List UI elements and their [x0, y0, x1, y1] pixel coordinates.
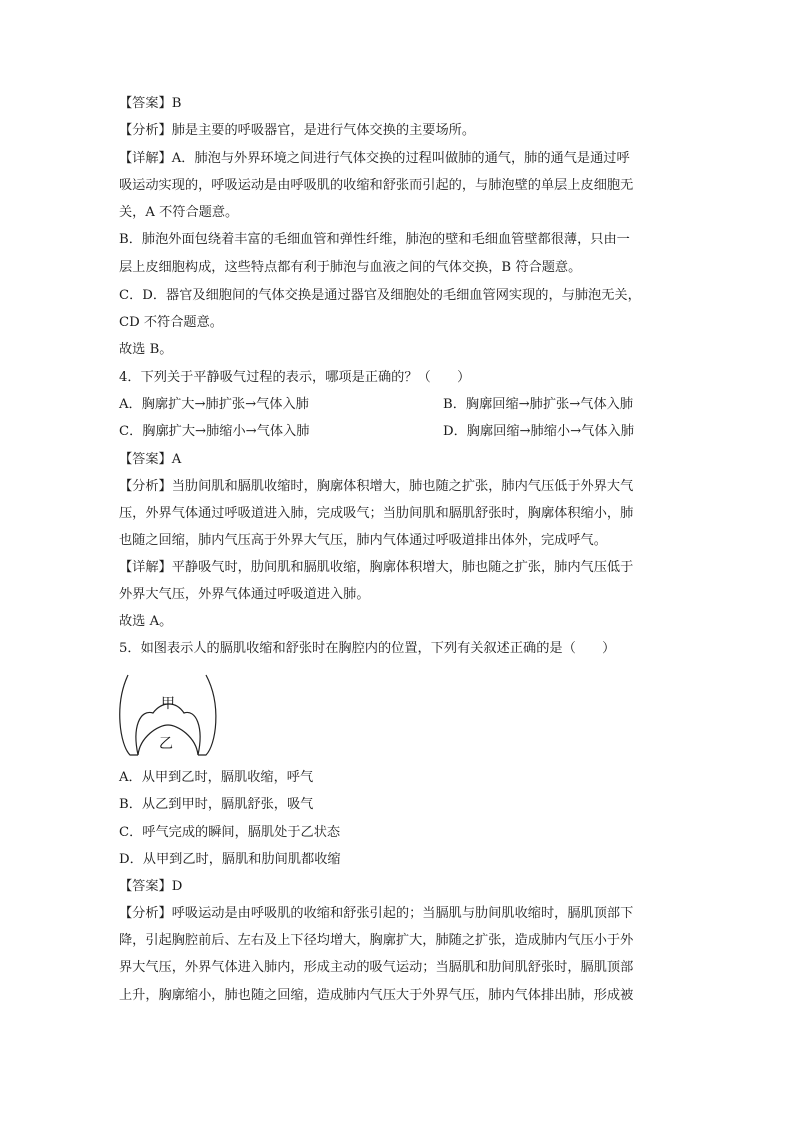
q5-question: 5．如图表示人的膈肌收缩和舒张时在胸腔内的位置，下列有关叙述正确的是（ ） — [119, 641, 616, 656]
q4-analysis-line: 【分析】当肋间肌和膈肌收缩时，胸廓体积增大，肺也随之扩张，肺内气压低于外界大气 — [119, 479, 634, 494]
q3-detail-line: 层上皮细胞构成，这些特点都有利于肺泡与血液之间的气体交换，B 符合题意。 — [119, 260, 582, 275]
chest-outer-outline — [198, 675, 216, 755]
q4-detail-line: 外界大气压，外界气体通过呼吸道进入肺。 — [119, 587, 370, 602]
chest-outer-outline — [120, 675, 138, 755]
q5-analysis-line: 上升，胸廓缩小，肺也随之回缩，造成肺内气压大于外界气压，肺内气体排出肺，形成被 — [119, 988, 634, 1003]
q3-answer: 【答案】B — [119, 96, 182, 111]
q5-analysis-line: 界大气压，外界气体进入肺内，形成主动的吸气运动；当膈肌和肋间肌舒张时，膈肌顶部 — [119, 960, 634, 975]
q4-option-b: B．胸廓回缩→肺扩张→气体入肺 — [443, 397, 634, 412]
q4-option-d: D．胸廓回缩→肺缩小→气体入肺 — [443, 424, 634, 439]
q3-detail-line: 【详解】A．肺泡与外界环境之间进行气体交换的过程叫做肺的通气，肺的通气是通过呼 — [119, 151, 630, 166]
q3-detail-line: B．肺泡外面包绕着丰富的毛细血管和弹性纤维，肺泡的壁和毛细血管壁都很薄，只由一 — [119, 232, 630, 247]
q3-detail-line: C．D．器官及细胞间的气体交换是通过器官及细胞处的毛细血管网实现的，与肺泡无关， — [119, 288, 641, 303]
q3-analysis: 【分析】肺是主要的呼吸器官，是进行气体交换的主要场所。 — [119, 123, 476, 138]
q3-detail-line: 关，A 不符合题意。 — [119, 205, 239, 220]
q5-option-a: A．从甲到乙时，膈肌收缩，呼气 — [119, 770, 314, 785]
q4-question: 4．下列关于平静吸气过程的表示，哪项是正确的？（ ） — [119, 370, 471, 385]
q4-option-a: A．胸廓扩大→肺扩张→气体入肺 — [119, 397, 309, 412]
q5-option-c: C．呼气完成的瞬间，膈肌处于乙状态 — [119, 825, 341, 840]
q4-answer: 【答案】A — [119, 452, 182, 467]
q4-option-c: C．胸廓扩大→肺缩小→气体入肺 — [119, 424, 310, 439]
q3-conclusion: 故选 B。 — [119, 342, 173, 357]
q4-analysis-line: 压，外界气体通过呼吸道进入肺，完成吸气；当肋间肌和膈肌舒张时，胸廓体积缩小，肺 — [119, 506, 634, 521]
q5-option-d: D．从甲到乙时，膈肌和肋间肌都收缩 — [119, 852, 341, 867]
q3-detail-line: 吸运动实现的，呼吸运动是由呼吸肌的收缩和舒张而引起的，与肺泡壁的单层上皮细胞无 — [119, 178, 634, 193]
figure-label-yi: 乙 — [159, 736, 173, 752]
q4-analysis-line: 也随之回缩，肺内气压高于外界大气压，肺内气体通过呼吸道排出体外，完成呼气。 — [119, 533, 607, 548]
q4-detail-line: 【详解】平静吸气时，肋间肌和膈肌收缩，胸廓体积增大，肺也随之扩张，肺内气压低于 — [119, 560, 634, 575]
diaphragm-figure — [118, 667, 218, 763]
q5-analysis-line: 降，引起胸腔前后、左右及上下径均增大，胸廓扩大，肺随之扩张，造成肺内气压小于外 — [119, 933, 634, 948]
q3-detail-line: CD 不符合题意。 — [119, 315, 223, 330]
q5-analysis-line: 【分析】呼吸运动是由呼吸肌的收缩和舒张引起的；当膈肌与肋间肌收缩时，膈肌顶部下 — [119, 906, 634, 921]
figure-label-jia: 甲 — [161, 696, 175, 712]
q5-answer: 【答案】D — [119, 879, 183, 894]
q5-option-b: B．从乙到甲时，膈肌舒张，吸气 — [119, 797, 314, 812]
q4-conclusion: 故选 A。 — [119, 614, 173, 629]
